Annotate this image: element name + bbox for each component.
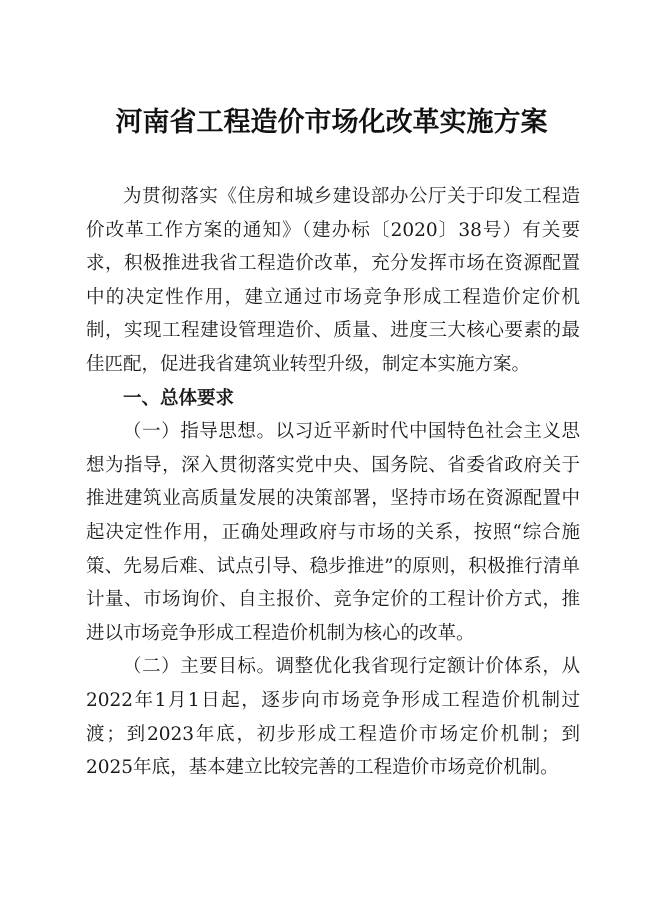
- main-goal-paragraph: （二）主要目标。调整优化我省现行定额计价体系，从2022年1月1日起，逐步向市场竞争形成工程造价机制过渡；到2023年底，初步形成工程造价市场定价机制；到2025年底，基本建立比较完善的工程造价市场竞价机制。: [86, 656, 580, 779]
- guiding-thought-paragraph: （一）指导思想。以习近平新时代中国特色社会主义思想为指导，深入贯彻落实党中央、国务院、省委省政府关于推进建筑业高质量发展的决策部署，坚持市场在资源配置中起决定性作用，正确处理政府与市场的关系，按照“综合施策、先易后难、试点引导、稳步推进”的原则，积极推行清单计量、市场询价、自主报价、竞争定价的工程计价方式，推进以市场竞争形成工程造价机制为核心的改革。: [86, 421, 580, 644]
- document-body: [86, 180, 580, 785]
- intro-paragraph: 为贯彻落实《住房和城乡建设部办公厅关于印发工程造价改革工作方案的通知》（建办标〔2020〕38号）有关要求，积极推进我省工程造价改革，充分发挥市场在资源配置中的决定性作用，建立通过市场竞争形成工程造价定价机制，实现工程建设管理造价、质量、进度三大核心要素的最佳匹配，促进我省建筑业转型升级，制定本实施方案。: [86, 186, 580, 375]
- document-title: 河南省工程造价市场化改革实施方案: [115, 107, 548, 138]
- section-heading: 一、总体要求: [123, 387, 235, 409]
